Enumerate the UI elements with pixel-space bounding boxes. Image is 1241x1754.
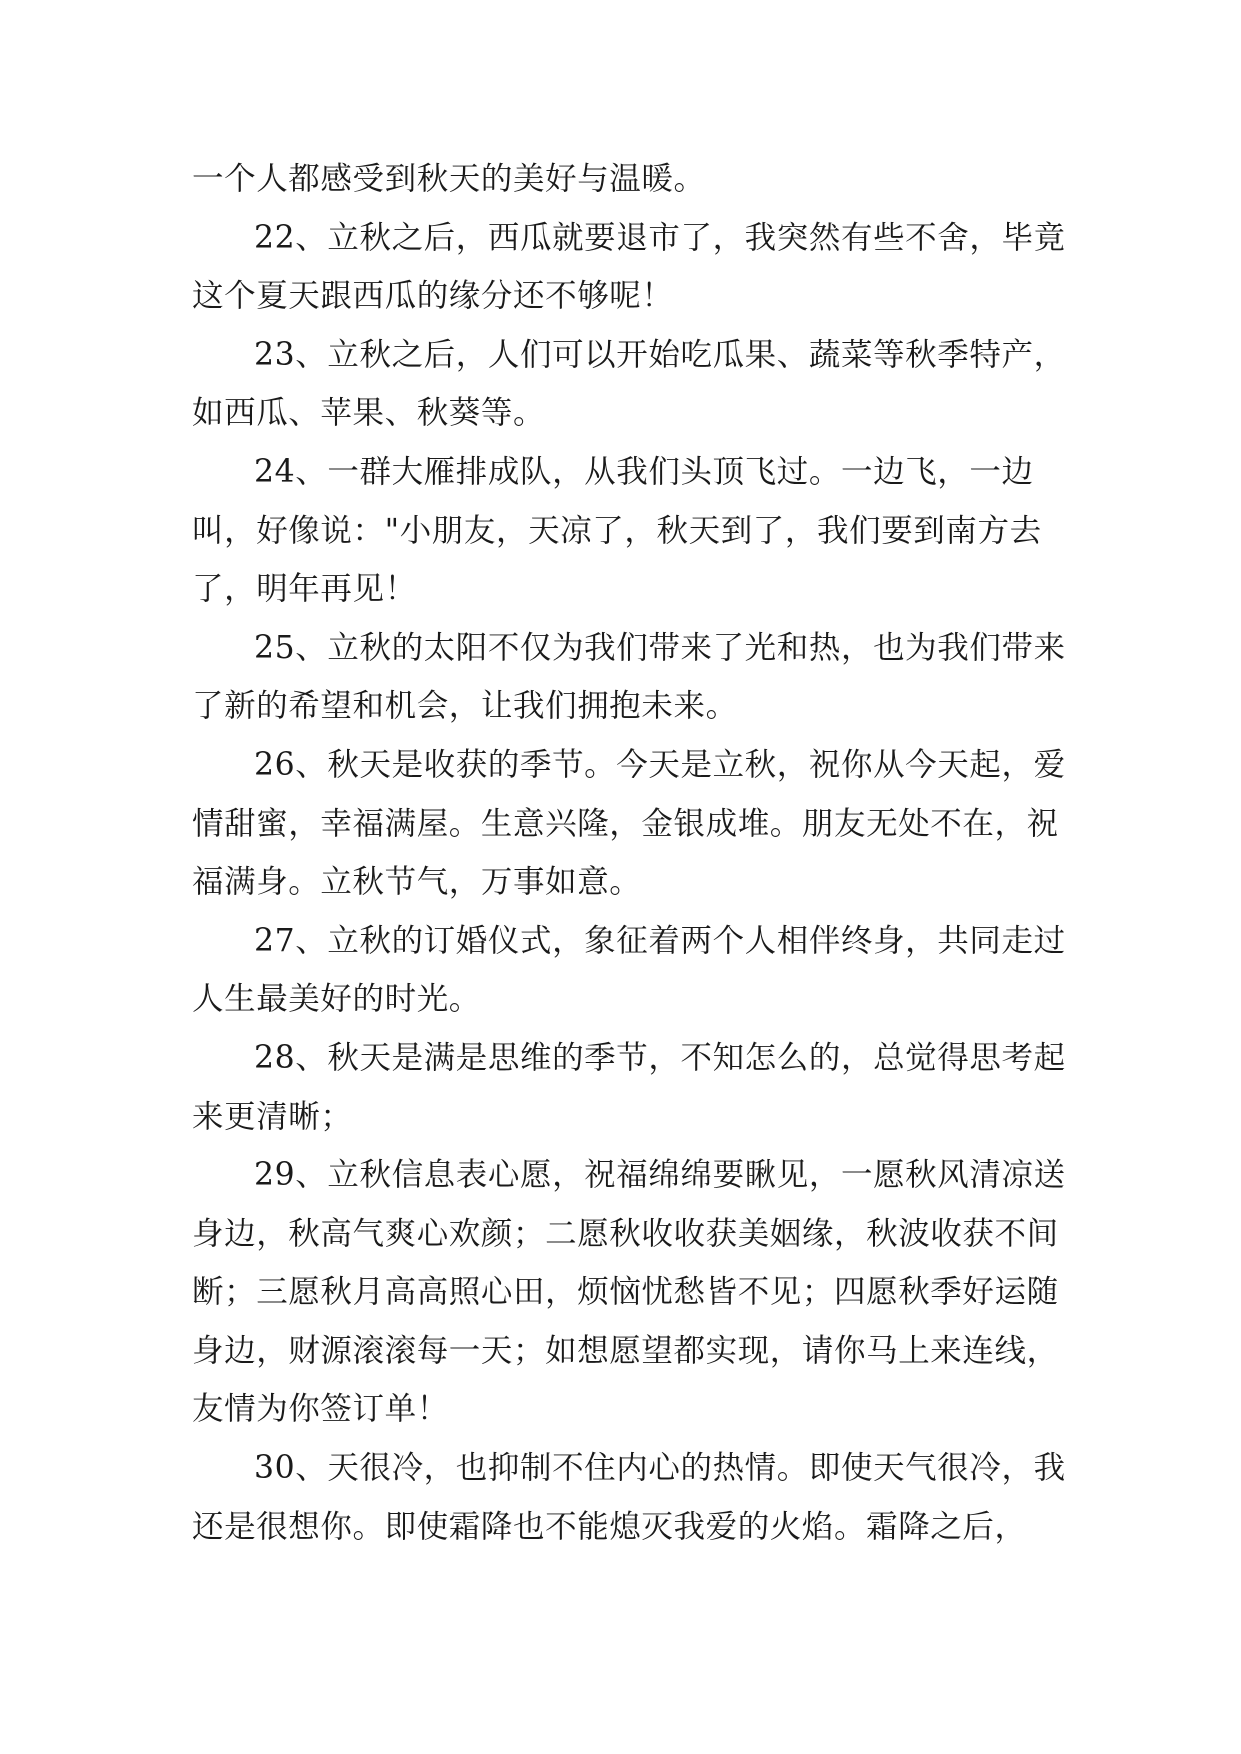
paragraph-item-24: 24、一群大雁排成队，从我们头顶飞过。一边飞，一边叫，好像说："小朋友，天凉了，秋天到了，我们要到南方去了，明年再见！ <box>192 453 1042 608</box>
paragraph-item-25: 25、立秋的太阳不仅为我们带来了光和热，也为我们带来了新的希望和机会，让我们拥抱未来。 <box>192 629 1066 725</box>
paragraph-item-29: 29、立秋信息表心愿，祝福绵绵要瞅见，一愿秋风清凉送身边，秋高气爽心欢颜；二愿秋收收获美姻缘，秋波收获不间断；三愿秋月高高照心田，烦恼忧愁皆不见；四愿秋季好运随身边，财源滚滚每一天；如想愿望都实现，请你马上来连线，友情为你签订单！ <box>192 1157 1066 1428</box>
paragraph-continuation: 一个人都感受到秋天的美好与温暖。 <box>192 161 706 197</box>
paragraph-item-30: 30、天很冷，也抑制不住内心的热情。即使天气很冷，我还是很想你。即使霜降也不能熄灭我爱的火焰。霜降之后， <box>192 1450 1066 1545</box>
paragraph-item-28: 28、秋天是满是思维的季节，不知怎么的，总觉得思考起来更清晰； <box>192 1039 1066 1135</box>
paragraph-item-23: 23、立秋之后，人们可以开始吃瓜果、蔬菜等秋季特产，如西瓜、苹果、秋葵等。 <box>192 336 1066 432</box>
document-body <box>192 150 1072 1556</box>
paragraph-item-27: 27、立秋的订婚仪式，象征着两个人相伴终身，共同走过人生最美好的时光。 <box>192 922 1066 1018</box>
paragraph-item-26: 26、秋天是收获的季节。今天是立秋，祝你从今天起，爱情甜蜜，幸福满屋。生意兴隆，金银成堆。朋友无处不在，祝福满身。立秋节气，万事如意。 <box>192 746 1066 901</box>
paragraph-item-22: 22、立秋之后，西瓜就要退市了，我突然有些不舍，毕竟这个夏天跟西瓜的缘分还不够呢！ <box>192 219 1066 315</box>
